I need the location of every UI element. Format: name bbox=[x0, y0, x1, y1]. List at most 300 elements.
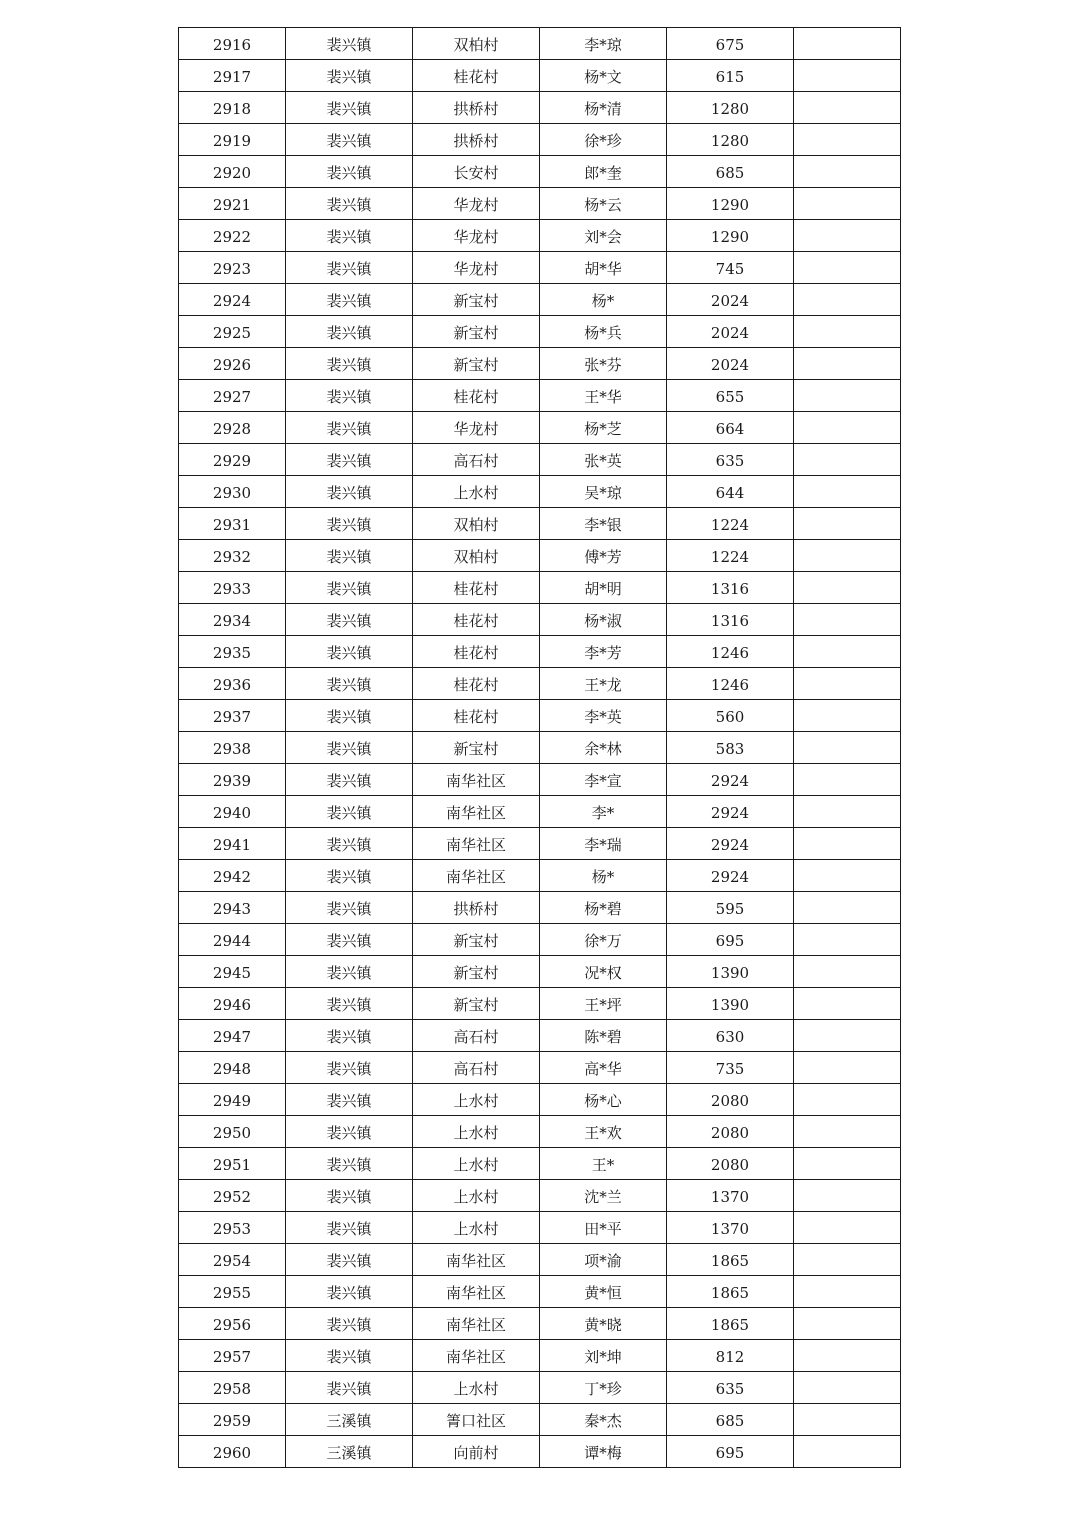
village-cell-text: 上水村 bbox=[453, 1092, 499, 1110]
amount-cell-text: 812 bbox=[715, 1348, 745, 1366]
town-cell bbox=[286, 1180, 413, 1212]
row-number-cell bbox=[179, 1436, 286, 1468]
village-cell bbox=[413, 892, 540, 924]
note-cell bbox=[794, 1084, 901, 1116]
village-cell bbox=[413, 1212, 540, 1244]
amount-cell-text: 1316 bbox=[710, 580, 750, 598]
village-cell bbox=[413, 284, 540, 316]
town-cell-text: 裴兴镇 bbox=[326, 228, 372, 246]
table-row bbox=[179, 124, 901, 156]
town-cell-text: 三溪镇 bbox=[326, 1444, 372, 1462]
town-cell-text: 裴兴镇 bbox=[326, 644, 372, 662]
note-cell bbox=[794, 1372, 901, 1404]
village-cell bbox=[413, 1116, 540, 1148]
name-cell bbox=[540, 604, 667, 636]
row-number-cell bbox=[179, 732, 286, 764]
roster-table-body bbox=[179, 28, 901, 1468]
village-cell bbox=[413, 92, 540, 124]
town-cell-text: 裴兴镇 bbox=[326, 932, 372, 950]
amount-cell-text: 2924 bbox=[710, 772, 750, 790]
row-number-cell bbox=[179, 28, 286, 60]
roster-table bbox=[178, 27, 901, 1468]
amount-cell bbox=[667, 572, 794, 604]
town-cell-text: 裴兴镇 bbox=[326, 772, 372, 790]
amount-cell-text: 664 bbox=[715, 420, 745, 438]
name-cell bbox=[540, 732, 667, 764]
town-cell-text: 裴兴镇 bbox=[326, 452, 372, 470]
name-cell-text: 项*渝 bbox=[584, 1252, 622, 1270]
town-cell bbox=[286, 316, 413, 348]
name-cell bbox=[540, 476, 667, 508]
amount-cell-text: 2080 bbox=[710, 1124, 750, 1142]
amount-cell-text: 745 bbox=[715, 260, 745, 278]
amount-cell-text: 560 bbox=[715, 708, 745, 726]
town-cell-text: 裴兴镇 bbox=[326, 1028, 372, 1046]
town-cell bbox=[286, 1116, 413, 1148]
village-cell-text: 上水村 bbox=[453, 1124, 499, 1142]
village-cell bbox=[413, 1148, 540, 1180]
name-cell bbox=[540, 444, 667, 476]
table-row bbox=[179, 1020, 901, 1052]
row-number-cell-text: 2957 bbox=[212, 1348, 252, 1366]
row-number-cell bbox=[179, 220, 286, 252]
note-cell bbox=[794, 220, 901, 252]
table-row bbox=[179, 1404, 901, 1436]
amount-cell bbox=[667, 828, 794, 860]
name-cell-text: 丁*珍 bbox=[584, 1380, 622, 1398]
village-cell-text: 双柏村 bbox=[453, 548, 499, 566]
row-number-cell-text: 2958 bbox=[212, 1380, 252, 1398]
village-cell bbox=[413, 828, 540, 860]
row-number-cell-text: 2928 bbox=[212, 420, 252, 438]
town-cell-text: 裴兴镇 bbox=[326, 900, 372, 918]
note-cell bbox=[794, 572, 901, 604]
name-cell bbox=[540, 1084, 667, 1116]
row-number-cell-text: 2941 bbox=[212, 836, 252, 854]
row-number-cell-text: 2927 bbox=[212, 388, 252, 406]
village-cell-text: 箐口社区 bbox=[445, 1412, 506, 1430]
town-cell bbox=[286, 572, 413, 604]
row-number-cell bbox=[179, 636, 286, 668]
amount-cell bbox=[667, 764, 794, 796]
town-cell bbox=[286, 444, 413, 476]
town-cell bbox=[286, 700, 413, 732]
note-cell bbox=[794, 1020, 901, 1052]
row-number-cell-text: 2924 bbox=[212, 292, 252, 310]
amount-cell bbox=[667, 860, 794, 892]
row-number-cell bbox=[179, 764, 286, 796]
name-cell-text: 秦*杰 bbox=[584, 1412, 622, 1430]
name-cell-text: 况*权 bbox=[584, 964, 622, 982]
note-cell bbox=[794, 764, 901, 796]
amount-cell-text: 583 bbox=[715, 740, 745, 758]
amount-cell bbox=[667, 1212, 794, 1244]
amount-cell bbox=[667, 156, 794, 188]
row-number-cell bbox=[179, 380, 286, 412]
row-number-cell bbox=[179, 444, 286, 476]
village-cell bbox=[413, 604, 540, 636]
row-number-cell bbox=[179, 700, 286, 732]
table-row bbox=[179, 956, 901, 988]
amount-cell bbox=[667, 1340, 794, 1372]
name-cell-text: 杨*云 bbox=[584, 196, 622, 214]
village-cell-text: 桂花村 bbox=[453, 580, 499, 598]
amount-cell bbox=[667, 892, 794, 924]
town-cell-text: 裴兴镇 bbox=[326, 996, 372, 1014]
name-cell bbox=[540, 988, 667, 1020]
village-cell bbox=[413, 1084, 540, 1116]
amount-cell bbox=[667, 796, 794, 828]
town-cell bbox=[286, 1340, 413, 1372]
name-cell bbox=[540, 380, 667, 412]
row-number-cell bbox=[179, 892, 286, 924]
name-cell-text: 杨*清 bbox=[584, 100, 622, 118]
row-number-cell-text: 2931 bbox=[212, 516, 252, 534]
town-cell-text: 裴兴镇 bbox=[326, 292, 372, 310]
row-number-cell bbox=[179, 1244, 286, 1276]
name-cell bbox=[540, 1180, 667, 1212]
village-cell-text: 高石村 bbox=[453, 1060, 499, 1078]
row-number-cell bbox=[179, 1308, 286, 1340]
name-cell-text: 傅*芳 bbox=[584, 548, 622, 566]
table-row bbox=[179, 988, 901, 1020]
town-cell bbox=[286, 988, 413, 1020]
town-cell bbox=[286, 1052, 413, 1084]
name-cell bbox=[540, 28, 667, 60]
town-cell-text: 裴兴镇 bbox=[326, 1220, 372, 1238]
name-cell bbox=[540, 284, 667, 316]
name-cell-text: 余*林 bbox=[584, 740, 622, 758]
row-number-cell bbox=[179, 540, 286, 572]
village-cell bbox=[413, 668, 540, 700]
table-row bbox=[179, 1308, 901, 1340]
name-cell-text: 杨*淑 bbox=[584, 612, 622, 630]
note-cell bbox=[794, 668, 901, 700]
village-cell bbox=[413, 572, 540, 604]
row-number-cell-text: 2952 bbox=[212, 1188, 252, 1206]
name-cell bbox=[540, 764, 667, 796]
town-cell-text: 裴兴镇 bbox=[326, 708, 372, 726]
town-cell bbox=[286, 1148, 413, 1180]
village-cell-text: 南华社区 bbox=[445, 772, 506, 790]
village-cell bbox=[413, 796, 540, 828]
village-cell bbox=[413, 1340, 540, 1372]
row-number-cell bbox=[179, 668, 286, 700]
town-cell-text: 裴兴镇 bbox=[326, 1252, 372, 1270]
row-number-cell bbox=[179, 1116, 286, 1148]
name-cell bbox=[540, 252, 667, 284]
table-row bbox=[179, 1180, 901, 1212]
town-cell-text: 裴兴镇 bbox=[326, 356, 372, 374]
name-cell-text: 张*英 bbox=[584, 452, 622, 470]
town-cell bbox=[286, 1276, 413, 1308]
town-cell-text: 裴兴镇 bbox=[326, 1188, 372, 1206]
name-cell bbox=[540, 220, 667, 252]
table-row bbox=[179, 1436, 901, 1468]
amount-cell-text: 735 bbox=[715, 1060, 745, 1078]
town-cell bbox=[286, 28, 413, 60]
row-number-cell-text: 2948 bbox=[212, 1060, 252, 1078]
town-cell bbox=[286, 540, 413, 572]
village-cell-text: 上水村 bbox=[453, 1188, 499, 1206]
amount-cell bbox=[667, 124, 794, 156]
amount-cell-text: 2924 bbox=[710, 804, 750, 822]
village-cell-text: 桂花村 bbox=[453, 388, 499, 406]
name-cell-text: 杨*心 bbox=[584, 1092, 622, 1110]
row-number-cell-text: 2921 bbox=[212, 196, 252, 214]
amount-cell-text: 630 bbox=[715, 1028, 745, 1046]
note-cell bbox=[794, 284, 901, 316]
note-cell bbox=[794, 1436, 901, 1468]
name-cell bbox=[540, 1436, 667, 1468]
name-cell-text: 沈*兰 bbox=[584, 1188, 622, 1206]
note-cell bbox=[794, 732, 901, 764]
village-cell bbox=[413, 1276, 540, 1308]
table-row bbox=[179, 28, 901, 60]
village-cell bbox=[413, 316, 540, 348]
village-cell-text: 桂花村 bbox=[453, 612, 499, 630]
table-row bbox=[179, 156, 901, 188]
name-cell bbox=[540, 636, 667, 668]
name-cell bbox=[540, 188, 667, 220]
note-cell bbox=[794, 476, 901, 508]
town-cell bbox=[286, 1308, 413, 1340]
town-cell-text: 裴兴镇 bbox=[326, 740, 372, 758]
town-cell-text: 裴兴镇 bbox=[326, 612, 372, 630]
name-cell-text: 胡*华 bbox=[584, 260, 622, 278]
table-row bbox=[179, 700, 901, 732]
village-cell-text: 华龙村 bbox=[453, 420, 499, 438]
name-cell bbox=[540, 668, 667, 700]
name-cell bbox=[540, 1020, 667, 1052]
amount-cell-text: 1865 bbox=[710, 1316, 750, 1334]
name-cell bbox=[540, 316, 667, 348]
row-number-cell bbox=[179, 1052, 286, 1084]
row-number-cell bbox=[179, 252, 286, 284]
table-row bbox=[179, 284, 901, 316]
row-number-cell bbox=[179, 604, 286, 636]
row-number-cell-text: 2946 bbox=[212, 996, 252, 1014]
amount-cell-text: 695 bbox=[715, 1444, 745, 1462]
row-number-cell-text: 2916 bbox=[212, 36, 252, 54]
row-number-cell-text: 2934 bbox=[212, 612, 252, 630]
village-cell bbox=[413, 924, 540, 956]
town-cell bbox=[286, 668, 413, 700]
amount-cell bbox=[667, 1084, 794, 1116]
village-cell-text: 双柏村 bbox=[453, 36, 499, 54]
row-number-cell-text: 2943 bbox=[212, 900, 252, 918]
village-cell-text: 高石村 bbox=[453, 452, 499, 470]
town-cell-text: 裴兴镇 bbox=[326, 1156, 372, 1174]
note-cell bbox=[794, 1212, 901, 1244]
town-cell bbox=[286, 764, 413, 796]
amount-cell-text: 615 bbox=[715, 68, 745, 86]
village-cell-text: 南华社区 bbox=[445, 868, 506, 886]
row-number-cell bbox=[179, 284, 286, 316]
village-cell bbox=[413, 348, 540, 380]
town-cell-text: 裴兴镇 bbox=[326, 196, 372, 214]
amount-cell-text: 655 bbox=[715, 388, 745, 406]
row-number-cell bbox=[179, 828, 286, 860]
amount-cell bbox=[667, 252, 794, 284]
row-number-cell-text: 2920 bbox=[212, 164, 252, 182]
town-cell-text: 裴兴镇 bbox=[326, 1316, 372, 1334]
amount-cell-text: 1246 bbox=[710, 644, 750, 662]
village-cell-text: 新宝村 bbox=[453, 740, 499, 758]
note-cell bbox=[794, 188, 901, 220]
note-cell bbox=[794, 316, 901, 348]
amount-cell bbox=[667, 1244, 794, 1276]
note-cell bbox=[794, 1148, 901, 1180]
row-number-cell bbox=[179, 1212, 286, 1244]
amount-cell-text: 1390 bbox=[710, 996, 750, 1014]
name-cell-text: 陈*碧 bbox=[584, 1028, 622, 1046]
town-cell bbox=[286, 412, 413, 444]
town-cell-text: 裴兴镇 bbox=[326, 1380, 372, 1398]
note-cell bbox=[794, 1276, 901, 1308]
name-cell bbox=[540, 1404, 667, 1436]
row-number-cell-text: 2956 bbox=[212, 1316, 252, 1334]
row-number-cell-text: 2925 bbox=[212, 324, 252, 342]
name-cell-text: 徐*万 bbox=[584, 932, 622, 950]
row-number-cell bbox=[179, 188, 286, 220]
row-number-cell-text: 2947 bbox=[212, 1028, 252, 1046]
name-cell-text: 杨* bbox=[591, 868, 615, 886]
row-number-cell bbox=[179, 860, 286, 892]
amount-cell bbox=[667, 604, 794, 636]
amount-cell-text: 685 bbox=[715, 164, 745, 182]
name-cell-text: 黄*恒 bbox=[584, 1284, 622, 1302]
name-cell bbox=[540, 700, 667, 732]
table-row bbox=[179, 92, 901, 124]
row-number-cell bbox=[179, 924, 286, 956]
table-row bbox=[179, 1212, 901, 1244]
table-row bbox=[179, 252, 901, 284]
village-cell-text: 南华社区 bbox=[445, 804, 506, 822]
amount-cell bbox=[667, 92, 794, 124]
table-row bbox=[179, 444, 901, 476]
row-number-cell-text: 2930 bbox=[212, 484, 252, 502]
town-cell-text: 裴兴镇 bbox=[326, 260, 372, 278]
village-cell bbox=[413, 380, 540, 412]
row-number-cell-text: 2918 bbox=[212, 100, 252, 118]
town-cell-text: 裴兴镇 bbox=[326, 420, 372, 438]
amount-cell bbox=[667, 1052, 794, 1084]
table-row bbox=[179, 668, 901, 700]
name-cell bbox=[540, 924, 667, 956]
amount-cell bbox=[667, 1180, 794, 1212]
village-cell bbox=[413, 988, 540, 1020]
table-row bbox=[179, 892, 901, 924]
row-number-cell bbox=[179, 1276, 286, 1308]
name-cell-text: 吴*琼 bbox=[584, 484, 622, 502]
name-cell bbox=[540, 348, 667, 380]
name-cell bbox=[540, 1340, 667, 1372]
note-cell bbox=[794, 1340, 901, 1372]
amount-cell-text: 644 bbox=[715, 484, 745, 502]
town-cell-text: 裴兴镇 bbox=[326, 516, 372, 534]
amount-cell bbox=[667, 508, 794, 540]
name-cell bbox=[540, 156, 667, 188]
amount-cell-text: 2080 bbox=[710, 1156, 750, 1174]
town-cell bbox=[286, 636, 413, 668]
note-cell bbox=[794, 444, 901, 476]
name-cell bbox=[540, 60, 667, 92]
name-cell bbox=[540, 956, 667, 988]
town-cell-text: 裴兴镇 bbox=[326, 1348, 372, 1366]
amount-cell-text: 1370 bbox=[710, 1188, 750, 1206]
note-cell bbox=[794, 252, 901, 284]
village-cell bbox=[413, 1052, 540, 1084]
village-cell bbox=[413, 1404, 540, 1436]
amount-cell bbox=[667, 636, 794, 668]
note-cell bbox=[794, 156, 901, 188]
amount-cell bbox=[667, 668, 794, 700]
table-row bbox=[179, 412, 901, 444]
town-cell-text: 裴兴镇 bbox=[326, 1060, 372, 1078]
name-cell-text: 王*坪 bbox=[584, 996, 622, 1014]
row-number-cell bbox=[179, 476, 286, 508]
row-number-cell-text: 2917 bbox=[212, 68, 252, 86]
village-cell-text: 南华社区 bbox=[445, 1252, 506, 1270]
amount-cell bbox=[667, 924, 794, 956]
row-number-cell-text: 2942 bbox=[212, 868, 252, 886]
amount-cell-text: 1370 bbox=[710, 1220, 750, 1238]
village-cell-text: 华龙村 bbox=[453, 228, 499, 246]
note-cell bbox=[794, 988, 901, 1020]
town-cell bbox=[286, 476, 413, 508]
amount-cell-text: 1865 bbox=[710, 1252, 750, 1270]
village-cell bbox=[413, 188, 540, 220]
town-cell bbox=[286, 252, 413, 284]
table-row bbox=[179, 540, 901, 572]
village-cell-text: 新宝村 bbox=[453, 292, 499, 310]
name-cell-text: 张*芬 bbox=[584, 356, 622, 374]
name-cell bbox=[540, 1244, 667, 1276]
village-cell-text: 上水村 bbox=[453, 484, 499, 502]
row-number-cell bbox=[179, 1340, 286, 1372]
row-number-cell bbox=[179, 572, 286, 604]
town-cell bbox=[286, 1372, 413, 1404]
note-cell bbox=[794, 604, 901, 636]
amount-cell-text: 1290 bbox=[710, 196, 750, 214]
amount-cell bbox=[667, 1020, 794, 1052]
name-cell-text: 李*宣 bbox=[584, 772, 622, 790]
name-cell bbox=[540, 1148, 667, 1180]
amount-cell bbox=[667, 700, 794, 732]
table-row bbox=[179, 764, 901, 796]
row-number-cell bbox=[179, 156, 286, 188]
row-number-cell bbox=[179, 796, 286, 828]
name-cell-text: 郎*奎 bbox=[584, 164, 622, 182]
amount-cell-text: 1390 bbox=[710, 964, 750, 982]
amount-cell bbox=[667, 380, 794, 412]
name-cell-text: 李*瑞 bbox=[584, 836, 622, 854]
name-cell-text: 高*华 bbox=[584, 1060, 622, 1078]
table-row bbox=[179, 1276, 901, 1308]
note-cell bbox=[794, 956, 901, 988]
table-row bbox=[179, 796, 901, 828]
village-cell bbox=[413, 220, 540, 252]
village-cell bbox=[413, 476, 540, 508]
village-cell bbox=[413, 444, 540, 476]
town-cell-text: 裴兴镇 bbox=[326, 1092, 372, 1110]
row-number-cell-text: 2951 bbox=[212, 1156, 252, 1174]
table-row bbox=[179, 476, 901, 508]
name-cell bbox=[540, 572, 667, 604]
note-cell bbox=[794, 380, 901, 412]
table-row bbox=[179, 828, 901, 860]
